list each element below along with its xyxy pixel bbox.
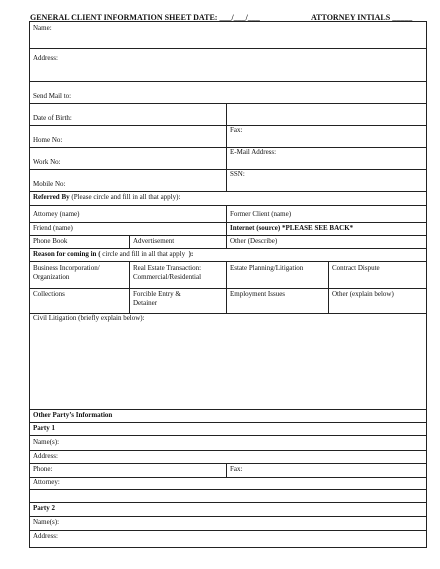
reason-forcible-entry-option[interactable]: Forcible Entry & Detainer	[133, 290, 181, 307]
reason-other-option[interactable]: Other (explain below)	[332, 290, 394, 298]
party1-phone-field[interactable]: Phone:	[33, 465, 53, 473]
reason-employment-option[interactable]: Employment Issues	[230, 290, 286, 298]
reason-business-option[interactable]: Business Incorporation/ Organization	[33, 264, 100, 281]
date-field[interactable]: ___/___/___	[219, 13, 260, 22]
party2-names-field[interactable]: Name(s):	[33, 518, 60, 526]
reason-real-estate-option[interactable]: Real Estate Transaction: Commercial/Residential	[133, 264, 202, 281]
reason-contract-dispute-option[interactable]: Contract Dispute	[332, 264, 380, 272]
party1-attorney-field[interactable]: Attorney:	[33, 478, 60, 486]
party1-heading: Party 1	[33, 424, 55, 432]
reason-estate-planning-option[interactable]: Estate Planning/Litigation	[230, 264, 304, 272]
referred-attorney-option[interactable]: Attorney (name)	[33, 210, 80, 218]
referred-former-client-option[interactable]: Former Client (name)	[230, 210, 292, 218]
attorney-initials: ATTORNEY INTIALS _____	[311, 13, 413, 22]
date-of-birth-field[interactable]: Date of Birth:	[33, 114, 72, 122]
ssn-field[interactable]: SSN:	[230, 170, 245, 178]
civil-litigation-field[interactable]: Civil Litigation (briefly explain below):	[33, 314, 145, 322]
send-mail-field[interactable]: Send Mail to:	[33, 92, 72, 100]
attorney-initials-field[interactable]: _____	[392, 13, 413, 22]
party1-names-field[interactable]: Name(s):	[33, 438, 60, 446]
other-party-heading: Other Party’s Information	[33, 411, 113, 419]
reason-heading: Reason for coming in ( circle and fill in all that apply ):	[33, 250, 194, 258]
client-information-form	[29, 21, 427, 548]
party2-heading: Party 2	[33, 504, 55, 512]
address-field[interactable]: Address:	[33, 54, 58, 62]
mobile-number-field[interactable]: Mobile No:	[33, 180, 66, 188]
email-field[interactable]: E-Mail Address:	[230, 148, 277, 156]
reason-collections-option[interactable]: Collections	[33, 290, 65, 298]
work-number-field[interactable]: Work No:	[33, 158, 61, 166]
form-title: GENERAL CLIENT INFORMATION SHEET DATE: ___/___/___	[30, 13, 260, 22]
referred-internet-option[interactable]: Internet (source) *PLEASE SEE BACK*	[230, 224, 354, 232]
home-number-field[interactable]: Home No:	[33, 136, 63, 144]
referred-friend-option[interactable]: Friend (name)	[33, 224, 73, 232]
referred-advertisement-option[interactable]: Advertisement	[133, 237, 175, 245]
name-field[interactable]: Name:	[33, 24, 52, 32]
party1-fax-field[interactable]: Fax:	[230, 465, 243, 473]
party2-address-field[interactable]: Address:	[33, 532, 58, 540]
fax-field[interactable]: Fax:	[230, 126, 243, 134]
referred-by-heading: Referred By (Please circle and fill in all that apply):	[33, 193, 181, 201]
referred-other-option[interactable]: Other (Describe)	[230, 237, 278, 245]
referred-phone-book-option[interactable]: Phone Book	[33, 237, 68, 245]
party1-address-field[interactable]: Address:	[33, 452, 58, 460]
